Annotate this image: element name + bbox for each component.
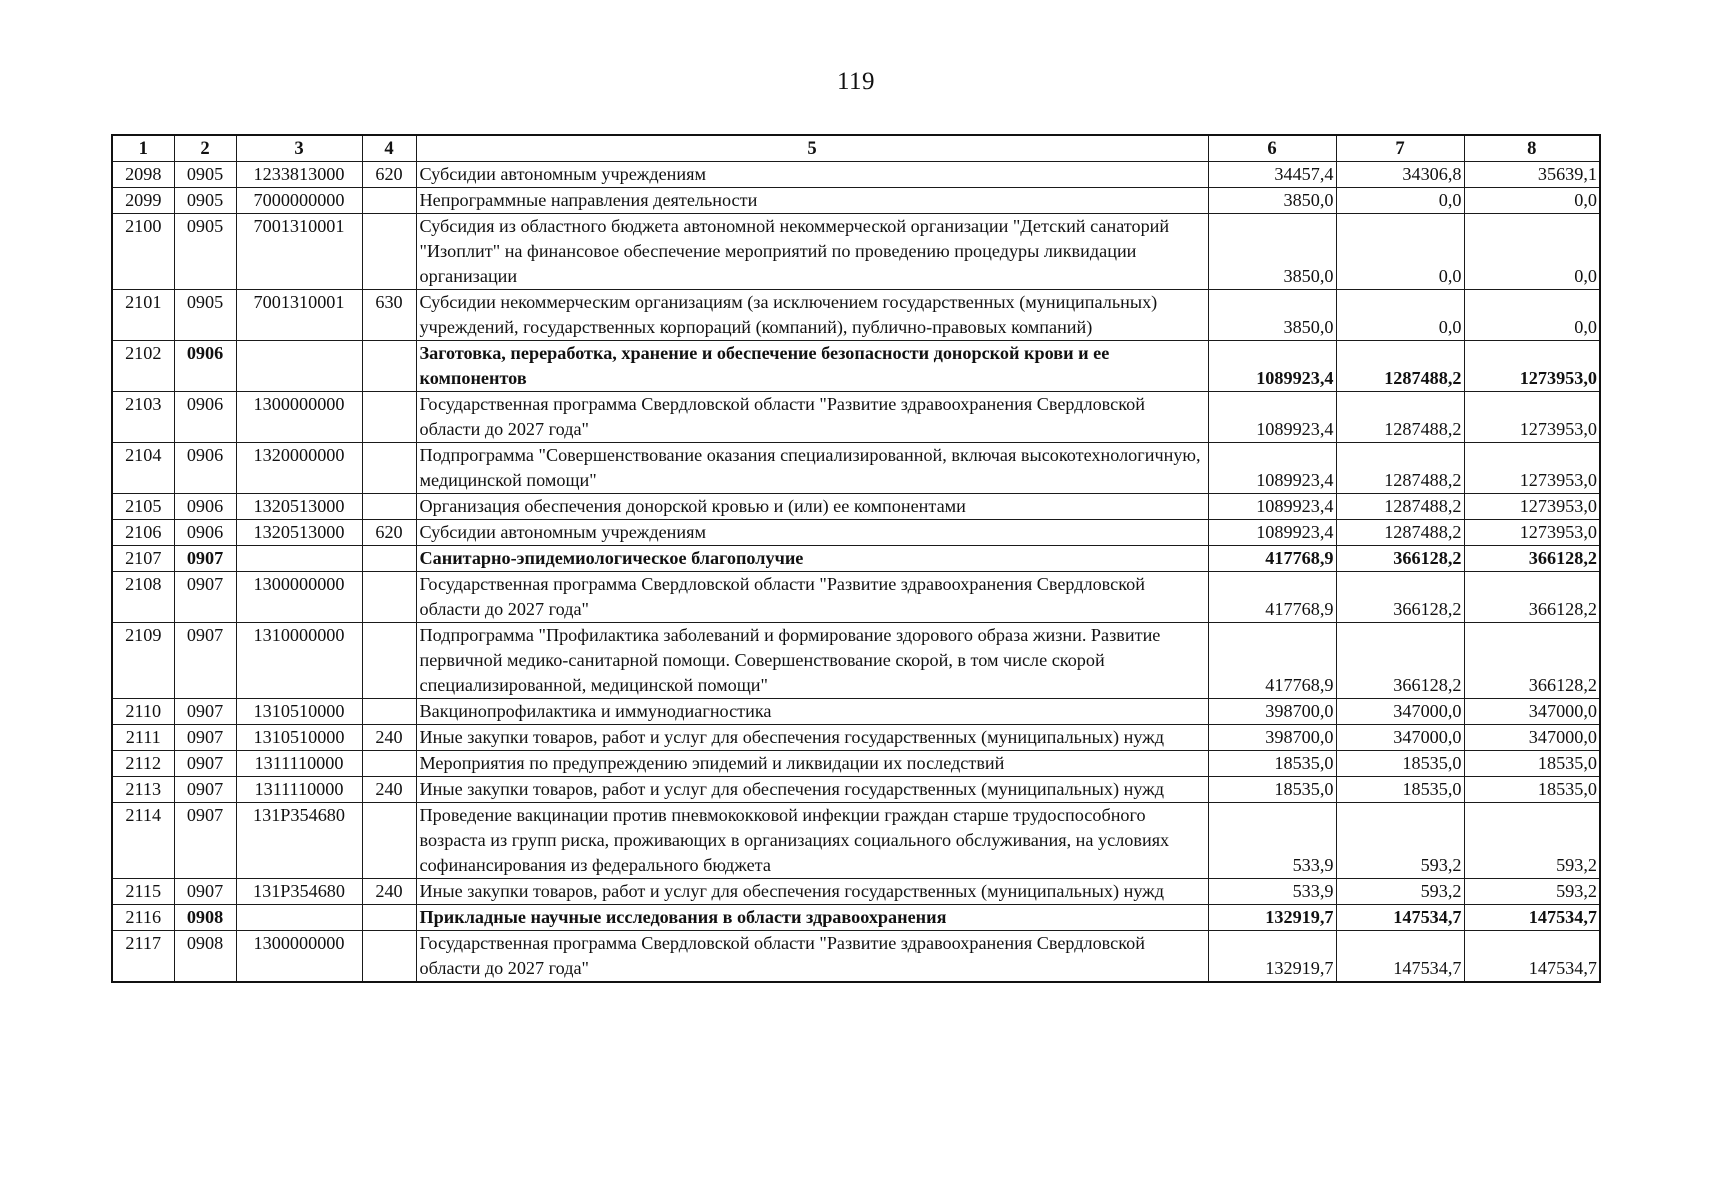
header-row xyxy=(112,135,1600,162)
section-code: 0905 xyxy=(174,162,236,188)
amount-col-8: 18535,0 xyxy=(1464,777,1600,803)
amount-col-8: 35639,1 xyxy=(1464,162,1600,188)
row-number: 2115 xyxy=(112,879,174,905)
target-article-code: 1320513000 xyxy=(236,520,362,546)
description: Подпрограмма "Совершенствование оказания специализированной, включая высокотехнологичную, медицинской помощи" xyxy=(416,443,1208,494)
amount-col-8: 1273953,0 xyxy=(1464,494,1600,520)
section-code: 0908 xyxy=(174,905,236,931)
row-number: 2098 xyxy=(112,162,174,188)
table-row xyxy=(112,162,1600,188)
amount-col-6: 18535,0 xyxy=(1208,751,1336,777)
description: Организация обеспечения донорской кровью и (или) ее компонентами xyxy=(416,494,1208,520)
row-number: 2112 xyxy=(112,751,174,777)
section-code: 0905 xyxy=(174,214,236,290)
amount-col-6: 34457,4 xyxy=(1208,162,1336,188)
table-row xyxy=(112,494,1600,520)
table-row xyxy=(112,905,1600,931)
table-row xyxy=(112,188,1600,214)
column-header-4: 4 xyxy=(362,135,416,162)
amount-col-6: 533,9 xyxy=(1208,803,1336,879)
amount-col-8: 1273953,0 xyxy=(1464,520,1600,546)
target-article-code: 7001310001 xyxy=(236,214,362,290)
row-number: 2102 xyxy=(112,341,174,392)
expense-type-code xyxy=(362,214,416,290)
row-number: 2116 xyxy=(112,905,174,931)
table-row xyxy=(112,931,1600,983)
expense-type-code: 620 xyxy=(362,520,416,546)
target-article-code xyxy=(236,546,362,572)
description: Государственная программа Свердловской области "Развитие здравоохранения Свердловской области до 2027 года" xyxy=(416,572,1208,623)
amount-col-8: 593,2 xyxy=(1464,879,1600,905)
section-code: 0907 xyxy=(174,699,236,725)
expense-type-code xyxy=(362,905,416,931)
table-row xyxy=(112,572,1600,623)
column-header-1: 1 xyxy=(112,135,174,162)
amount-col-8: 147534,7 xyxy=(1464,905,1600,931)
description: Государственная программа Свердловской области "Развитие здравоохранения Свердловской области до 2027 года" xyxy=(416,931,1208,983)
expense-type-code xyxy=(362,699,416,725)
expense-type-code: 240 xyxy=(362,777,416,803)
amount-col-6: 1089923,4 xyxy=(1208,341,1336,392)
description: Субсидия из областного бюджета автономной некоммерческой организации "Детский санаторий "Изоплит" на финансовое обеспечение мероприятий по проведению процедуры ликвидации организации xyxy=(416,214,1208,290)
target-article-code: 1300000000 xyxy=(236,572,362,623)
amount-col-8: 593,2 xyxy=(1464,803,1600,879)
row-number: 2107 xyxy=(112,546,174,572)
column-header-6: 6 xyxy=(1208,135,1336,162)
target-article-code: 1300000000 xyxy=(236,392,362,443)
expense-type-code xyxy=(362,546,416,572)
row-number: 2111 xyxy=(112,725,174,751)
amount-col-6: 417768,9 xyxy=(1208,623,1336,699)
target-article-code: 131P354680 xyxy=(236,879,362,905)
amount-col-6: 1089923,4 xyxy=(1208,494,1336,520)
amount-col-8: 1273953,0 xyxy=(1464,341,1600,392)
target-article-code: 1233813000 xyxy=(236,162,362,188)
section-code: 0907 xyxy=(174,623,236,699)
section-code: 0907 xyxy=(174,725,236,751)
row-number: 2114 xyxy=(112,803,174,879)
amount-col-7: 0,0 xyxy=(1336,290,1464,341)
table-row xyxy=(112,392,1600,443)
column-header-8: 8 xyxy=(1464,135,1600,162)
amount-col-7: 0,0 xyxy=(1336,188,1464,214)
description: Субсидии автономным учреждениям xyxy=(416,520,1208,546)
table-row xyxy=(112,879,1600,905)
expense-type-code xyxy=(362,341,416,392)
table-body xyxy=(112,162,1600,983)
section-code: 0905 xyxy=(174,290,236,341)
amount-col-6: 398700,0 xyxy=(1208,725,1336,751)
expense-type-code: 240 xyxy=(362,879,416,905)
amount-col-6: 3850,0 xyxy=(1208,188,1336,214)
amount-col-8: 0,0 xyxy=(1464,214,1600,290)
row-number: 2104 xyxy=(112,443,174,494)
amount-col-7: 366128,2 xyxy=(1336,572,1464,623)
target-article-code xyxy=(236,905,362,931)
table-row xyxy=(112,341,1600,392)
expense-type-code xyxy=(362,188,416,214)
amount-col-8: 1273953,0 xyxy=(1464,443,1600,494)
column-header-2: 2 xyxy=(174,135,236,162)
description: Иные закупки товаров, работ и услуг для обеспечения государственных (муниципальных) нужд xyxy=(416,725,1208,751)
table-row xyxy=(112,520,1600,546)
table-header xyxy=(112,135,1600,162)
amount-col-8: 366128,2 xyxy=(1464,623,1600,699)
amount-col-6: 533,9 xyxy=(1208,879,1336,905)
section-code: 0906 xyxy=(174,341,236,392)
amount-col-7: 366128,2 xyxy=(1336,546,1464,572)
amount-col-8: 0,0 xyxy=(1464,188,1600,214)
amount-col-6: 132919,7 xyxy=(1208,905,1336,931)
expense-type-code xyxy=(362,931,416,983)
amount-col-8: 347000,0 xyxy=(1464,725,1600,751)
section-code: 0907 xyxy=(174,546,236,572)
target-article-code: 7001310001 xyxy=(236,290,362,341)
section-code: 0906 xyxy=(174,494,236,520)
target-article-code: 1310510000 xyxy=(236,699,362,725)
table-row xyxy=(112,699,1600,725)
amount-col-6: 3850,0 xyxy=(1208,214,1336,290)
section-code: 0907 xyxy=(174,777,236,803)
description: Подпрограмма "Профилактика заболеваний и формирование здорового образа жизни. Развитие первичной медико-санитарной помощи. Совершенствование скорой, в том числе скорой специализированной, медицинской помощи" xyxy=(416,623,1208,699)
amount-col-8: 0,0 xyxy=(1464,290,1600,341)
description: Субсидии автономным учреждениям xyxy=(416,162,1208,188)
section-code: 0906 xyxy=(174,392,236,443)
section-code: 0908 xyxy=(174,931,236,983)
table-row xyxy=(112,623,1600,699)
section-code: 0906 xyxy=(174,443,236,494)
description: Вакцинопрофилактика и иммунодиагностика xyxy=(416,699,1208,725)
section-code: 0907 xyxy=(174,879,236,905)
description: Субсидии некоммерческим организациям (за исключением государственных (муниципальных) учреждений, государственных корпораций (компаний), публично-правовых компаний) xyxy=(416,290,1208,341)
table-row xyxy=(112,777,1600,803)
table-row xyxy=(112,443,1600,494)
amount-col-8: 147534,7 xyxy=(1464,931,1600,983)
section-code: 0906 xyxy=(174,520,236,546)
target-article-code: 1311110000 xyxy=(236,751,362,777)
target-article-code xyxy=(236,341,362,392)
amount-col-8: 366128,2 xyxy=(1464,546,1600,572)
section-code: 0907 xyxy=(174,751,236,777)
amount-col-6: 398700,0 xyxy=(1208,699,1336,725)
amount-col-8: 1273953,0 xyxy=(1464,392,1600,443)
amount-col-7: 18535,0 xyxy=(1336,751,1464,777)
amount-col-7: 347000,0 xyxy=(1336,699,1464,725)
target-article-code: 131P354680 xyxy=(236,803,362,879)
description: Государственная программа Свердловской области "Развитие здравоохранения Свердловской области до 2027 года" xyxy=(416,392,1208,443)
description: Прикладные научные исследования в области здравоохранения xyxy=(416,905,1208,931)
amount-col-6: 132919,7 xyxy=(1208,931,1336,983)
row-number: 2103 xyxy=(112,392,174,443)
amount-col-7: 1287488,2 xyxy=(1336,494,1464,520)
amount-col-6: 1089923,4 xyxy=(1208,392,1336,443)
row-number: 2117 xyxy=(112,931,174,983)
column-header-7: 7 xyxy=(1336,135,1464,162)
row-number: 2113 xyxy=(112,777,174,803)
row-number: 2110 xyxy=(112,699,174,725)
expense-type-code: 240 xyxy=(362,725,416,751)
expense-type-code xyxy=(362,494,416,520)
expense-type-code xyxy=(362,392,416,443)
amount-col-6: 417768,9 xyxy=(1208,572,1336,623)
amount-col-7: 147534,7 xyxy=(1336,931,1464,983)
amount-col-7: 366128,2 xyxy=(1336,623,1464,699)
row-number: 2109 xyxy=(112,623,174,699)
amount-col-6: 1089923,4 xyxy=(1208,443,1336,494)
amount-col-7: 347000,0 xyxy=(1336,725,1464,751)
amount-col-8: 366128,2 xyxy=(1464,572,1600,623)
target-article-code: 1320513000 xyxy=(236,494,362,520)
target-article-code: 7000000000 xyxy=(236,188,362,214)
row-number: 2108 xyxy=(112,572,174,623)
amount-col-6: 3850,0 xyxy=(1208,290,1336,341)
table-row xyxy=(112,803,1600,879)
row-number: 2099 xyxy=(112,188,174,214)
amount-col-6: 417768,9 xyxy=(1208,546,1336,572)
description: Санитарно-эпидемиологическое благополучие xyxy=(416,546,1208,572)
amount-col-7: 1287488,2 xyxy=(1336,341,1464,392)
table-row xyxy=(112,725,1600,751)
expense-type-code: 620 xyxy=(362,162,416,188)
amount-col-7: 0,0 xyxy=(1336,214,1464,290)
expense-type-code xyxy=(362,623,416,699)
amount-col-7: 1287488,2 xyxy=(1336,520,1464,546)
description: Заготовка, переработка, хранение и обеспечение безопасности донорской крови и ее компонентов xyxy=(416,341,1208,392)
row-number: 2100 xyxy=(112,214,174,290)
amount-col-7: 593,2 xyxy=(1336,879,1464,905)
row-number: 2105 xyxy=(112,494,174,520)
description: Иные закупки товаров, работ и услуг для обеспечения государственных (муниципальных) нужд xyxy=(416,879,1208,905)
expense-type-code xyxy=(362,572,416,623)
amount-col-8: 347000,0 xyxy=(1464,699,1600,725)
target-article-code: 1310510000 xyxy=(236,725,362,751)
amount-col-7: 147534,7 xyxy=(1336,905,1464,931)
expense-type-code xyxy=(362,751,416,777)
amount-col-7: 593,2 xyxy=(1336,803,1464,879)
amount-col-7: 1287488,2 xyxy=(1336,392,1464,443)
target-article-code: 1300000000 xyxy=(236,931,362,983)
amount-col-6: 1089923,4 xyxy=(1208,520,1336,546)
expense-type-code: 630 xyxy=(362,290,416,341)
amount-col-7: 1287488,2 xyxy=(1336,443,1464,494)
page-number: 119 xyxy=(836,68,876,95)
section-code: 0907 xyxy=(174,572,236,623)
target-article-code: 1310000000 xyxy=(236,623,362,699)
section-code: 0905 xyxy=(174,188,236,214)
row-number: 2101 xyxy=(112,290,174,341)
table-row xyxy=(112,751,1600,777)
amount-col-7: 34306,8 xyxy=(1336,162,1464,188)
table-row xyxy=(112,546,1600,572)
amount-col-7: 18535,0 xyxy=(1336,777,1464,803)
description: Мероприятия по предупреждению эпидемий и ликвидации их последствий xyxy=(416,751,1208,777)
column-header-3: 3 xyxy=(236,135,362,162)
expense-type-code xyxy=(362,443,416,494)
table-row xyxy=(112,214,1600,290)
row-number: 2106 xyxy=(112,520,174,546)
description: Иные закупки товаров, работ и услуг для обеспечения государственных (муниципальных) нужд xyxy=(416,777,1208,803)
budget-table xyxy=(111,134,1601,983)
amount-col-8: 18535,0 xyxy=(1464,751,1600,777)
description: Непрограммные направления деятельности xyxy=(416,188,1208,214)
table-row xyxy=(112,290,1600,341)
description: Проведение вакцинации против пневмококковой инфекции граждан старше трудоспособного возраста из групп риска, проживающих в организациях социального обслуживания, на условиях софинансирования из федерального бюджета xyxy=(416,803,1208,879)
section-code: 0907 xyxy=(174,803,236,879)
target-article-code: 1320000000 xyxy=(236,443,362,494)
expense-type-code xyxy=(362,803,416,879)
amount-col-6: 18535,0 xyxy=(1208,777,1336,803)
target-article-code: 1311110000 xyxy=(236,777,362,803)
column-header-5: 5 xyxy=(416,135,1208,162)
